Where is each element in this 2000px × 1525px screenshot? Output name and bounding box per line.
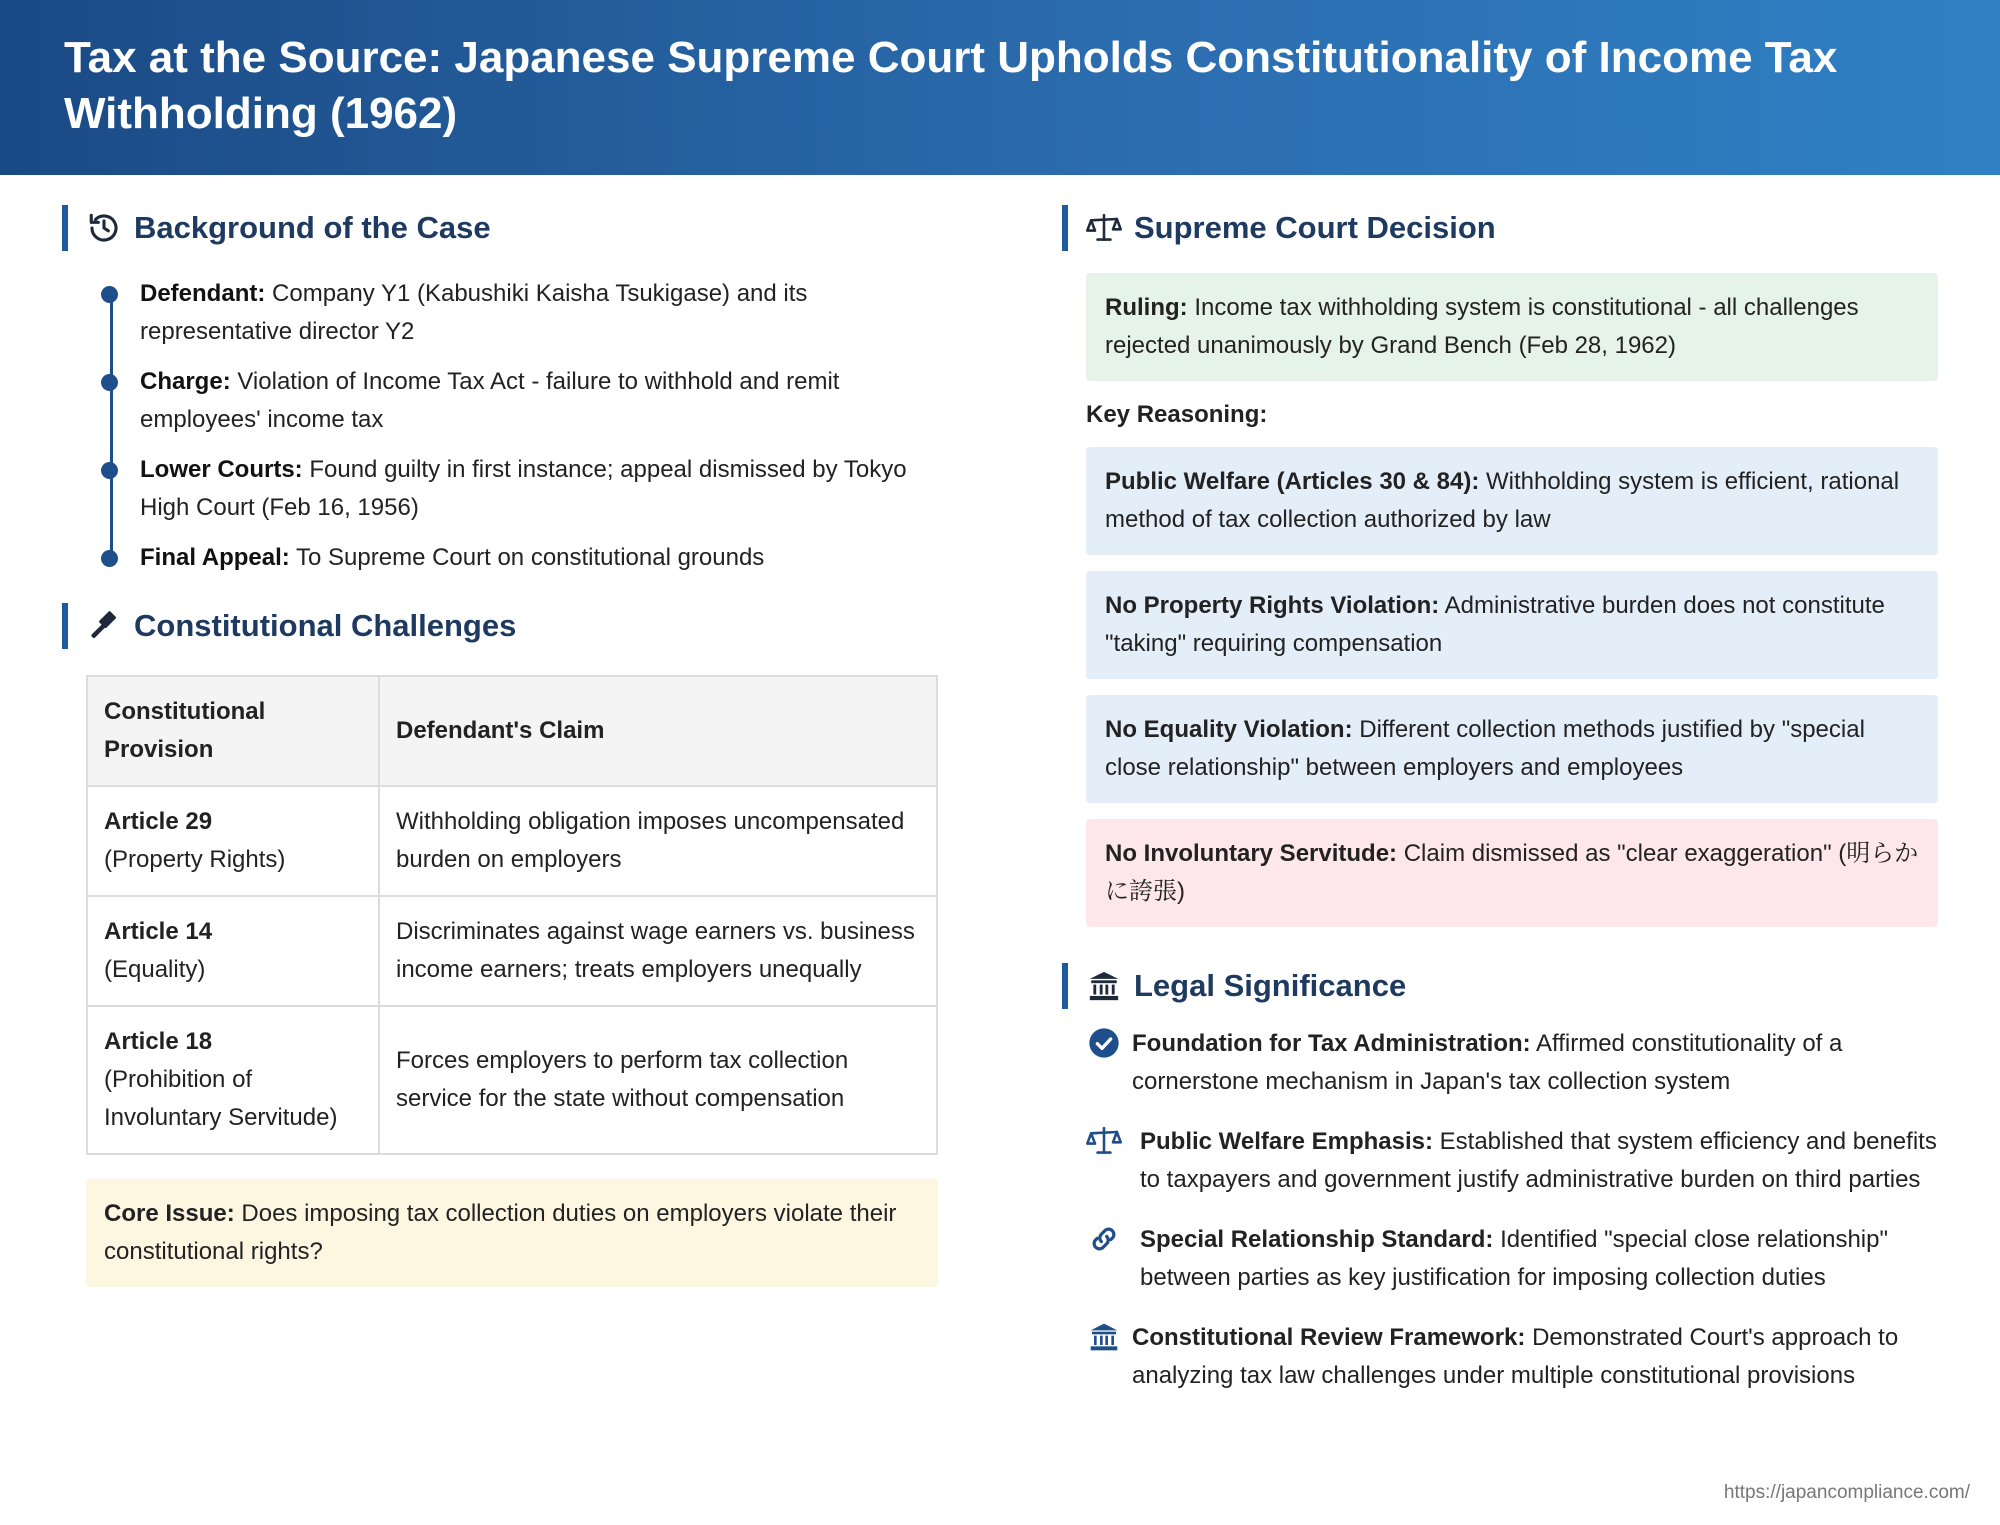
ruling-label: Ruling:	[1105, 294, 1188, 321]
reason-label: No Involuntary Servitude:	[1105, 840, 1398, 867]
reason-box	[1086, 571, 1938, 679]
timeline-item	[140, 539, 920, 577]
core-issue-box	[86, 1179, 938, 1287]
ruling-box	[1086, 273, 1938, 381]
reason-label: No Equality Violation:	[1105, 716, 1353, 743]
provision-cell	[87, 1006, 379, 1154]
article-desc: (Equality)	[104, 956, 206, 983]
table-header-row	[87, 676, 937, 786]
provision-cell	[87, 896, 379, 1006]
header-banner	[0, 0, 2000, 175]
table-header-provision: Constitutional Provision	[87, 676, 379, 786]
decision-heading: Supreme Court Decision	[1134, 210, 1496, 245]
background-timeline	[62, 275, 938, 577]
timeline-label: Charge:	[140, 368, 231, 395]
challenges-table	[86, 675, 938, 1155]
landmark-icon	[1086, 968, 1122, 1004]
timeline-dot	[101, 462, 118, 479]
background-section-title	[62, 205, 938, 251]
link-icon	[1086, 1221, 1122, 1257]
landmark-icon	[1086, 1319, 1122, 1355]
article-name: Article 18	[104, 1028, 213, 1055]
scales-icon	[1086, 210, 1122, 246]
article-desc: (Prohibition of Involuntary Servitude)	[104, 1066, 338, 1131]
reason-box-servitude	[1086, 819, 1938, 927]
timeline-text: Violation of Income Tax Act - failure to withhold and remit employees' income tax	[140, 368, 840, 433]
article-name: Article 14	[104, 918, 213, 945]
timeline-item	[140, 451, 920, 527]
significance-label: Constitutional Review Framework:	[1132, 1324, 1526, 1351]
timeline-dot	[101, 286, 118, 303]
significance-text: Established that system efficiency and benefits to taxpayers and government justify administrative burden on third parties	[1140, 1128, 1937, 1193]
check-circle-icon	[1086, 1025, 1122, 1061]
provision-cell	[87, 786, 379, 896]
timeline-line	[110, 289, 113, 563]
significance-item	[1086, 1123, 1938, 1199]
timeline-dot	[101, 550, 118, 567]
background-heading: Background of the Case	[134, 210, 491, 245]
timeline-item	[140, 363, 920, 439]
table-row	[87, 896, 937, 1006]
timeline-text: Company Y1 (Kabushiki Kaisha Tsukigase) and its representative director Y2	[140, 280, 808, 345]
decision-section-title	[1062, 205, 1938, 251]
table-row	[87, 786, 937, 896]
significance-item	[1086, 1319, 1938, 1395]
reason-text: Administrative burden does not constitute "taking" requiring compensation	[1105, 592, 1885, 657]
gavel-icon	[86, 608, 122, 644]
significance-text: Affirmed constitutionality of a cornerstone mechanism in Japan's tax collection system	[1132, 1030, 1843, 1095]
ruling-text: Income tax withholding system is constitutional - all challenges rejected unanimously by Grand Bench (Feb 28, 1962)	[1105, 294, 1859, 359]
timeline-text: To Supreme Court on constitutional grounds	[296, 544, 765, 571]
timeline-label: Lower Courts:	[140, 456, 303, 483]
table-row	[87, 1006, 937, 1154]
significance-label: Public Welfare Emphasis:	[1140, 1128, 1433, 1155]
claim-cell: Withholding obligation imposes uncompensated burden on employers	[379, 786, 937, 896]
timeline-label: Final Appeal:	[140, 544, 290, 571]
core-issue-text: Does imposing tax collection duties on employers violate their constitutional rights?	[104, 1200, 897, 1265]
significance-item	[1086, 1025, 1938, 1101]
history-icon	[86, 210, 122, 246]
reason-text: Withholding system is efficient, rational method of tax collection authorized by law	[1105, 468, 1900, 533]
left-column	[62, 205, 938, 1287]
significance-text: Identified "special close relationship" between parties as key justification for imposing collection duties	[1140, 1226, 1889, 1291]
reason-label: No Property Rights Violation:	[1105, 592, 1440, 619]
timeline-label: Defendant:	[140, 280, 266, 307]
significance-item	[1086, 1221, 1938, 1297]
challenges-section-title	[62, 603, 938, 649]
significance-text: Demonstrated Court's approach to analyzing tax law challenges under multiple constitutional provisions	[1132, 1324, 1899, 1389]
significance-label: Foundation for Tax Administration:	[1132, 1030, 1531, 1057]
key-reasoning-label: Key Reasoning:	[1086, 401, 1268, 428]
article-desc: (Property Rights)	[104, 846, 286, 873]
scales-icon	[1086, 1123, 1122, 1159]
significance-label: Special Relationship Standard:	[1140, 1226, 1494, 1253]
claim-cell: Discriminates against wage earners vs. business income earners; treats employers unequally	[379, 896, 937, 1006]
claim-cell: Forces employers to perform tax collection service for the state without compensation	[379, 1006, 937, 1154]
reason-box	[1086, 695, 1938, 803]
right-column	[1062, 205, 1938, 1395]
timeline-dot	[101, 374, 118, 391]
timeline-item	[140, 275, 920, 351]
article-name: Article 29	[104, 808, 213, 835]
significance-section-title	[1062, 963, 1938, 1009]
significance-heading: Legal Significance	[1134, 968, 1407, 1003]
reason-text: Claim dismissed as "clear exaggeration" (明らかに誇張)	[1105, 840, 1919, 905]
timeline-text: Found guilty in first instance; appeal dismissed by Tokyo High Court (Feb 16, 1956)	[140, 456, 907, 521]
reason-label: Public Welfare (Articles 30 & 84):	[1105, 468, 1480, 495]
challenges-heading: Constitutional Challenges	[134, 608, 517, 643]
reason-box	[1086, 447, 1938, 555]
core-issue-label: Core Issue:	[104, 1200, 235, 1227]
page-title: Tax at the Source: Japanese Supreme Court Upholds Constitutionality of Income Tax Withholding (1962)	[64, 33, 1838, 138]
reason-text: Different collection methods justified by "special close relationship" between employers and employees	[1105, 716, 1865, 781]
footer-url: https://japancompliance.com/	[1723, 1482, 1970, 1503]
table-header-claim: Defendant's Claim	[379, 676, 937, 786]
